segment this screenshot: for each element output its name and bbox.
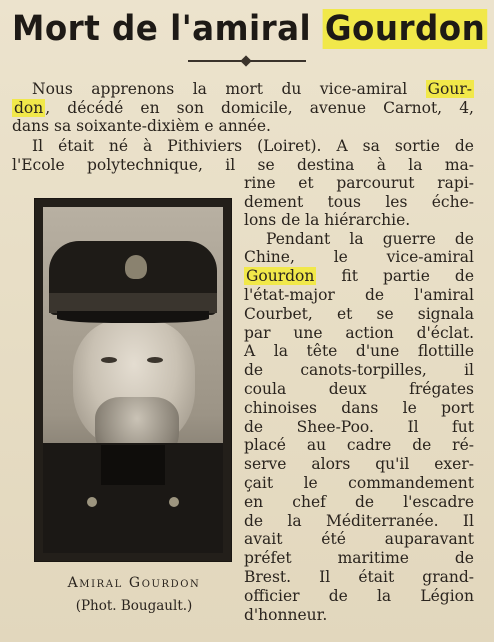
title-highlight: Gourdon [324, 9, 486, 49]
paragraph-3-column-line: de canots-torpilles, il [244, 361, 474, 380]
paragraph-1-line: dans sa soixante-dixièm e année. [12, 117, 271, 135]
paragraph-3-column-line: d'honneur. [244, 605, 328, 624]
paragraph-3-column-line: Courbet, et se signala [244, 304, 474, 323]
paragraph-3-column-line: par une action d'éclat. [244, 323, 474, 342]
paragraph-3-column-line: de la Méditerranée. Il [244, 511, 474, 530]
photo-caption: Amiral Gourdon [67, 575, 201, 591]
paragraph-3-column-line: préfet maritime de [244, 549, 474, 568]
paragraph-2-column-line: rine et parcourut rapi- [244, 174, 474, 192]
paragraph-3-column-line: Gourdon fit partie de [246, 267, 474, 286]
paragraph-2-column-line: dement tous les éche- [244, 192, 474, 211]
paragraph-3-column-line: placé au cadre de ré- [244, 436, 474, 455]
paragraph-1-line: Nous apprenons la mort du vice-amiral Gour- [32, 80, 472, 98]
article-title [12, 4, 486, 54]
portrait-photo [43, 207, 223, 553]
paragraph-3-column-line: Brest. Il était grand- [244, 567, 474, 586]
paragraph-3-column-line: officier de la Légion [244, 586, 474, 605]
paragraph-3-column-line: de Shee-Poo. Il fut [244, 417, 474, 436]
paragraph-2-line: l'Ecole polytechnique, il se destina à la ma- [12, 155, 474, 174]
paragraph-2-column-line: lons de la hiérarchie. [244, 211, 411, 229]
paragraph-3-column-line: l'état-major de l'amiral [244, 285, 474, 304]
paragraph-3-column-line: çait le commandement [244, 473, 474, 492]
paragraph-3-column-line: A la tête d'une flottille [244, 342, 474, 361]
title-prefix: Mort de l'amiral [12, 9, 323, 49]
photo-credit: (Phot. Bougault.) [75, 598, 193, 614]
paragraph-3-column-line: chinoises dans le port [244, 398, 474, 417]
cap-badge [125, 255, 147, 279]
title-ornament-rule [188, 60, 306, 62]
portrait-frame [34, 198, 232, 562]
paragraph-3-column-line: Chine, le vice-amiral [244, 248, 474, 267]
paragraph-3-column-line: en chef de l'escadre [244, 492, 474, 511]
paragraph-3-column-line: coula deux frégates [244, 379, 474, 398]
paragraph-3-column-line: avait été auparavant [244, 530, 474, 549]
paragraph-3-column-line: serve alors qu'il exer- [244, 455, 474, 474]
paragraph-1-line: don , décédé en son domicile, avenue Carnot, 4, [14, 98, 474, 117]
paragraph-2-line: Il était né à Pithiviers (Loiret). A sa sortie de [32, 137, 474, 155]
paragraph-3-column-line: Pendant la guerre de [266, 229, 474, 248]
